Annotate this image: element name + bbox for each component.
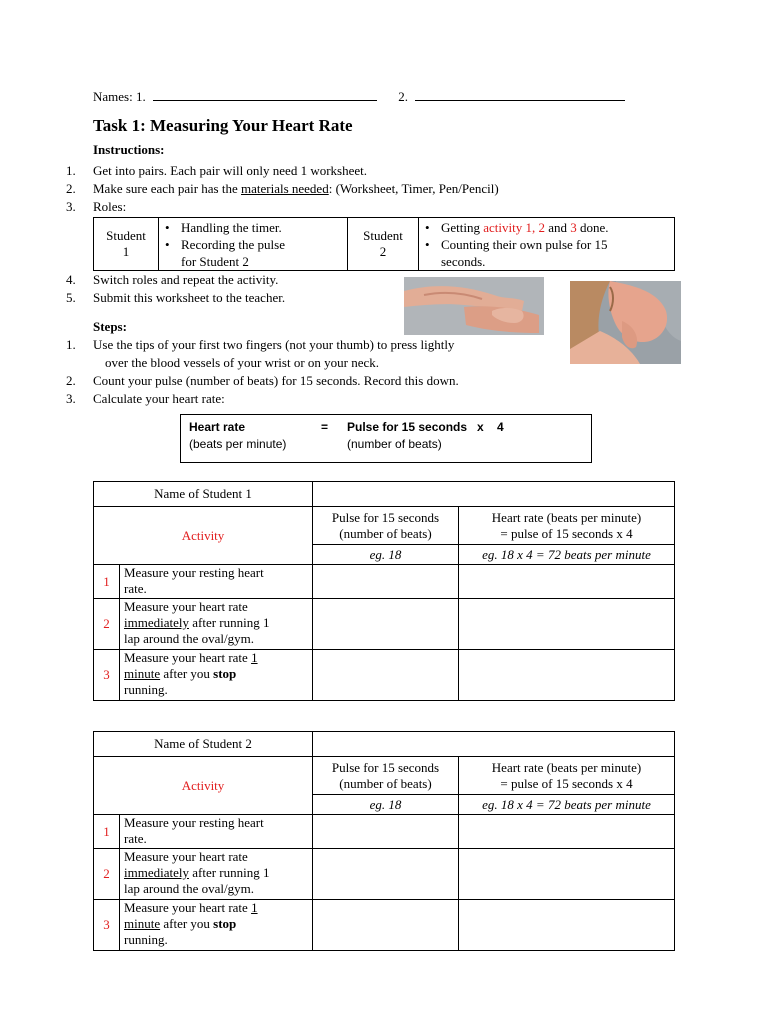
names-label: Names: 1. [93,89,146,104]
heart-rate-header [459,507,675,545]
activity-description [120,815,313,849]
student-2-tasks [419,218,675,271]
instruction-item: Roles: [93,199,127,214]
activity-header: Activity [94,757,313,815]
desc-line: Measure your resting heart [124,815,264,830]
role-task: • Handling the timer. [181,219,347,236]
activity-ref: 3 [570,219,577,235]
step-number: 3. [66,391,76,406]
formula-pulse: Pulse for 15 seconds [347,420,468,434]
instruction-number: 1. [66,163,76,178]
emphasis: stop [213,666,237,681]
heart-rate-input-cell[interactable] [459,650,675,701]
neck-pulse-photo [570,281,681,364]
emphasis: minute [124,916,161,931]
text-span: seconds. [441,253,486,269]
wrist-pulse-photo [404,277,544,335]
label-line: 1 [122,244,130,259]
desc-line [124,650,312,666]
emphasis: immediately [124,865,189,880]
formula-beats: (number of beats) [347,437,442,451]
instructions-heading: Instructions: [93,142,165,157]
name-2-label: 2. [398,89,408,104]
desc-line: lap around the oval/gym. [124,631,254,646]
instruction-item [93,180,499,197]
text-span: Measure your heart rate [124,900,252,915]
step-number: 1. [66,337,76,352]
pulse-header [313,757,459,795]
text-span: after you [160,666,214,681]
pulse-input-cell[interactable] [313,599,459,650]
activity-ref: activity 1, 2 [483,219,545,235]
step-item: Use the tips of your first two fingers (not your thumb) to press lightly [93,337,455,352]
emphasis: stop [213,916,237,931]
instruction-item: Submit this worksheet to the teacher. [93,290,286,305]
text-span: after you [160,916,214,931]
text-span: after running 1 [188,615,270,630]
student-1-activity-table [93,481,675,701]
header-line: Pulse for 15 seconds [331,759,440,775]
header-line: Heart rate (beats per minute) [491,759,642,775]
desc-line: running. [124,932,168,947]
instruction-number: 3. [66,199,76,214]
student-2-name-label: Name of Student 2 [94,732,313,757]
example-heart-rate: eg. 18 x 4 = 72 beats per minute [482,796,651,812]
heart-rate-input-cell[interactable] [459,815,675,849]
activity-number: 1 [94,565,120,599]
step-item: Count your pulse (number of beats) for 15 seconds. Record this down. [93,373,459,388]
activity-number: 2 [94,849,120,900]
student-1-role-label [94,218,159,271]
formula-bpm: (beats per minute) [189,437,287,451]
activity-number: 1 [94,815,120,849]
activity-description [120,900,313,951]
pulse-input-cell[interactable] [313,815,459,849]
desc-line [124,615,312,631]
formula-four: 4 [497,420,504,434]
header-line: (number of beats) [339,775,432,791]
student-1-tasks [159,218,348,271]
pulse-header [313,507,459,545]
role-task [181,236,347,270]
text-span: Counting their own pulse for 15 [441,236,608,252]
step-item-continued: over the blood vessels of your wrist or on your neck. [105,355,380,370]
text-span: for Student 2 [181,253,249,269]
desc-line: Measure your heart rate [124,849,248,864]
formula-equals: = [321,420,329,434]
activity-number: 2 [94,599,120,650]
activity-description [120,650,313,701]
instruction-number: 4. [66,272,76,287]
student-2-role-label [348,218,419,271]
formula-times: x [477,420,484,434]
heart-rate-header [459,757,675,795]
desc-line [124,900,312,916]
desc-line: running. [124,682,168,697]
materials-needed-text: materials needed [241,181,329,196]
names-line [93,88,625,105]
step-item: Calculate your heart rate: [93,391,225,406]
instruction-item: Get into pairs. Each pair will only need 1 worksheet. [93,163,368,178]
text-span: done. [576,219,609,235]
step-number: 2. [66,373,76,388]
activity-header: Activity [94,507,313,565]
example-heart-rate: eg. 18 x 4 = 72 beats per minute [482,546,651,562]
student-1-name-field[interactable] [313,482,675,507]
name-2-field[interactable] [415,88,625,101]
header-line: = pulse of 15 seconds x 4 [500,775,633,791]
desc-line: Measure your resting heart [124,565,264,580]
instruction-item: Switch roles and repeat the activity. [93,272,279,287]
desc-line: lap around the oval/gym. [124,881,254,896]
heart-rate-input-cell[interactable] [459,900,675,951]
desc-line [124,865,312,881]
desc-line: rate. [124,581,147,596]
heart-rate-formula [180,414,592,463]
pulse-input-cell[interactable] [313,849,459,900]
header-line: Pulse for 15 seconds [331,509,440,525]
role-task [441,219,674,236]
emphasis: 1 [251,900,258,915]
emphasis: minute [124,666,161,681]
text-span: and [545,219,571,235]
desc-line [124,916,312,932]
desc-line: Measure your heart rate [124,599,248,614]
header-line: Heart rate (beats per minute) [491,509,642,525]
text-span: Recording the pulse [181,236,285,252]
header-line: = pulse of 15 seconds x 4 [500,525,633,541]
page-title: Task 1: Measuring Your Heart Rate [93,116,353,135]
student-2-activity-table [93,731,675,951]
student-1-name-label: Name of Student 1 [94,482,313,507]
text-span: Measure your heart rate [124,650,252,665]
text-span: Make sure each pair has the [93,181,241,196]
label-line: Student [363,228,403,243]
text-span: Getting [441,219,484,235]
student-2-name-field[interactable] [313,732,675,757]
activity-number: 3 [94,650,120,701]
role-task [441,236,674,270]
pulse-input-cell[interactable] [313,565,459,599]
example-pulse: eg. 18 [369,796,402,812]
instruction-number: 5. [66,290,76,305]
heart-rate-input-cell[interactable] [459,849,675,900]
emphasis: 1 [251,650,258,665]
roles-table [93,217,675,271]
pulse-input-cell[interactable] [313,900,459,951]
steps-heading: Steps: [93,319,127,334]
activity-number: 3 [94,900,120,951]
emphasis: immediately [124,615,189,630]
activity-description [120,599,313,650]
label-line: 2 [379,244,387,259]
heart-rate-input-cell[interactable] [459,565,675,599]
desc-line [124,666,312,682]
name-1-field[interactable] [153,88,377,101]
instruction-number: 2. [66,181,76,196]
heart-rate-input-cell[interactable] [459,599,675,650]
text-span: : (Worksheet, Timer, Pen/Pencil) [328,181,499,196]
desc-line: rate. [124,831,147,846]
activity-description [120,565,313,599]
label-line: Student [106,228,146,243]
text-span: after running 1 [188,865,270,880]
pulse-input-cell[interactable] [313,650,459,701]
formula-heart-rate: Heart rate [189,420,246,434]
activity-description [120,849,313,900]
example-pulse: eg. 18 [369,546,402,562]
header-line: (number of beats) [339,525,432,541]
